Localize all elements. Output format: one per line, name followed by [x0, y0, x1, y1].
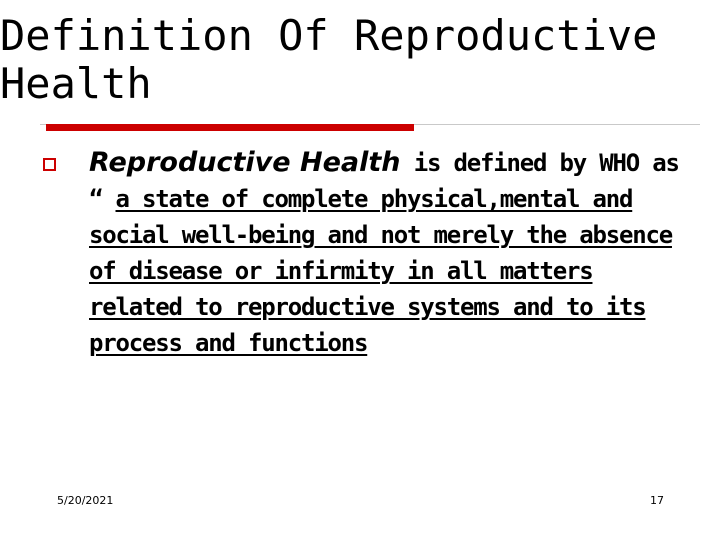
footer-page-number: 17 [650, 494, 664, 507]
slide-title: Definition Of Reproductive Health [0, 11, 658, 108]
bullet-quote: a state of complete physical,mental and social well-being and not merely the absence of disease or infirmity in all matters related to reproductive systems and to its process and functions [89, 185, 672, 357]
title-accent-bar [46, 124, 414, 131]
bullet-paragraph [89, 145, 689, 361]
hollow-square-bullet-icon [43, 158, 56, 171]
bullet-intro: is defined by WHO as “ [89, 149, 679, 213]
bullet-term: Reproductive Health [89, 147, 401, 178]
footer-date: 5/20/2021 [57, 494, 114, 507]
